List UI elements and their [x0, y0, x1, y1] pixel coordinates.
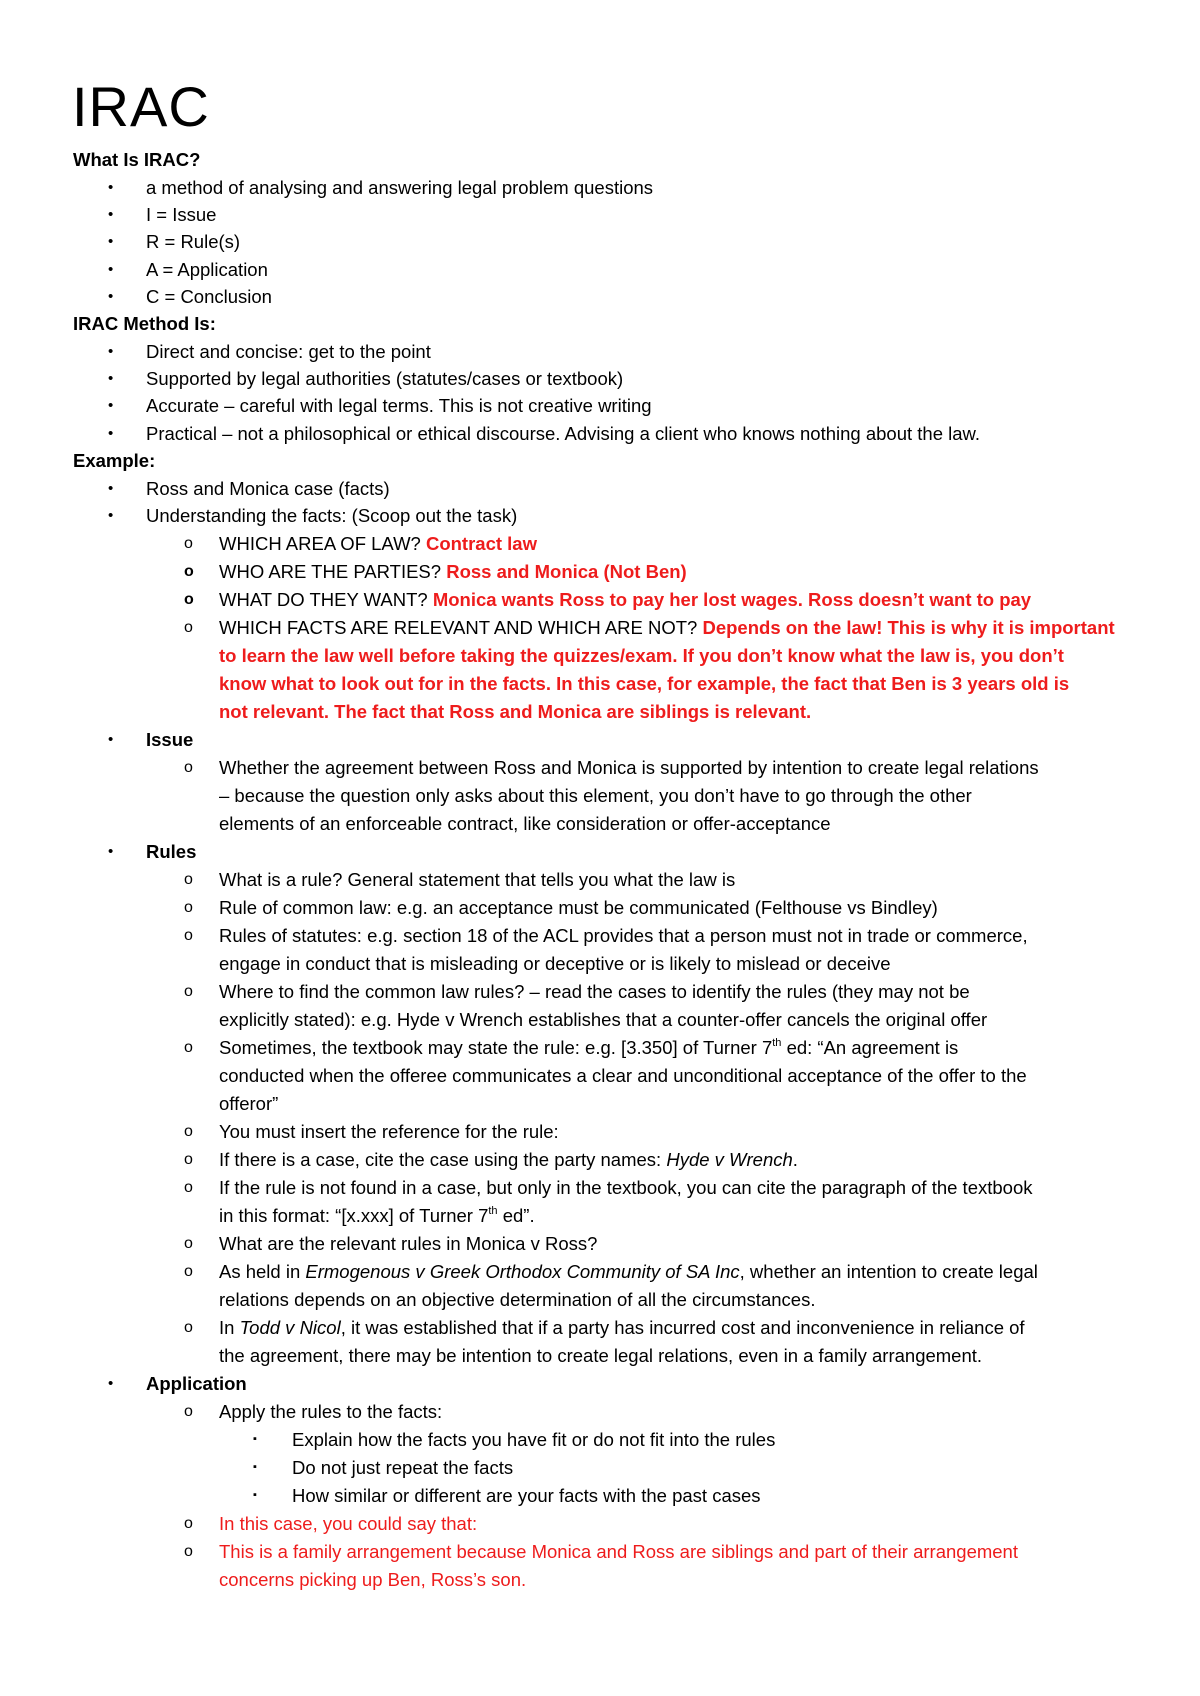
- application-subitem: Explain how the facts you have fit or do not fit into the rules: [292, 1429, 776, 1450]
- fact-question: [219, 614, 1115, 642]
- rule-item: If the rule is not found in a case, but only in the textbook, you can cite the paragraph of the textbook: [219, 1177, 1033, 1198]
- application-item: In this case, you could say that:: [219, 1513, 478, 1534]
- question-answer: Contract law: [425, 533, 537, 554]
- rule-item: [219, 1202, 535, 1230]
- list-item: Supported by legal authorities (statutes/cases or textbook): [146, 368, 624, 389]
- circle-marker: o: [184, 1235, 193, 1252]
- circle-marker: o: [184, 563, 194, 580]
- circle-marker: o: [184, 927, 193, 944]
- rule-item: Rules of statutes: e.g. section 18 of the ACL provides that a person must not in trade or commerce,: [219, 925, 1028, 946]
- list-item: Understanding the facts: (Scoop out the task): [146, 505, 518, 526]
- fact-question: [219, 558, 687, 586]
- circle-marker: o: [184, 1319, 193, 1336]
- rule-item: conducted when the offeree communicates a clear and unconditional acceptance of the offer to the: [219, 1065, 1027, 1086]
- circle-marker: o: [184, 1263, 193, 1280]
- method-heading: IRAC Method Is:: [73, 313, 216, 334]
- square-marker: ▪: [253, 1461, 257, 1473]
- circle-marker: o: [184, 1179, 193, 1196]
- rule-item: [219, 1146, 798, 1174]
- case-name: Ermogenous v Greek Orthodox Community of SA Inc: [305, 1261, 740, 1282]
- issue-text: elements of an enforceable contract, like consideration or offer-acceptance: [219, 813, 831, 834]
- list-item: a method of analysing and answering legal problem questions: [146, 177, 654, 198]
- rule-item: [219, 1314, 1025, 1342]
- rule-text: in this format: “[x.xxx] of Turner 7: [219, 1205, 489, 1226]
- bullet-marker: •: [108, 261, 114, 278]
- rule-item: Where to find the common law rules? – read the cases to identify the rules (they may not be: [219, 981, 970, 1002]
- bullet-marker: •: [108, 233, 114, 250]
- bullet-marker: •: [108, 179, 114, 196]
- rule-text: As held in: [219, 1261, 306, 1282]
- list-item: Accurate – careful with legal terms. This is not creative writing: [146, 395, 652, 416]
- circle-marker: o: [184, 591, 194, 608]
- rules-heading: Rules: [146, 841, 197, 862]
- rule-item: explicitly stated): e.g. Hyde v Wrench establishes that a counter-offer cancels the original offer: [219, 1009, 988, 1030]
- example-heading: Example:: [73, 450, 156, 471]
- application-item: This is a family arrangement because Monica and Ross are siblings and part of their arrangement: [219, 1541, 1018, 1562]
- list-item: Ross and Monica case (facts): [146, 478, 390, 499]
- application-subitem: How similar or different are your facts with the past cases: [292, 1485, 761, 1506]
- issue-text: Whether the agreement between Ross and Monica is supported by intention to create legal relations: [219, 757, 1039, 778]
- rule-text: Sometimes, the textbook may state the rule: e.g. [3.350] of Turner 7: [219, 1037, 773, 1058]
- question-label: WHO ARE THE PARTIES?: [219, 561, 447, 582]
- bullet-marker: •: [108, 288, 114, 305]
- list-item: C = Conclusion: [146, 286, 272, 307]
- bullet-marker: •: [108, 1375, 114, 1392]
- rule-text: , it was established that if a party has incurred cost and inconvenience in reliance of: [340, 1317, 1025, 1338]
- circle-marker: o: [184, 619, 193, 636]
- bullet-marker: •: [108, 370, 114, 387]
- bullet-marker: •: [108, 425, 114, 442]
- question-answer: Depends on the law! This is why it is important: [702, 617, 1115, 638]
- rule-item: What are the relevant rules in Monica v Ross?: [219, 1233, 598, 1254]
- application-heading: Application: [146, 1373, 247, 1394]
- list-item: R = Rule(s): [146, 231, 241, 252]
- bullet-marker: •: [108, 843, 114, 860]
- rule-item: What is a rule? General statement that tells you what the law is: [219, 869, 736, 890]
- application-item: concerns picking up Ben, Ross’s son.: [219, 1569, 527, 1590]
- circle-marker: o: [184, 983, 193, 1000]
- answer-continuation: know what to look out for in the facts. In this case, for example, the fact that Ben is 3 years old is: [219, 673, 1070, 694]
- rule-text: If there is a case, cite the case using the party names:: [219, 1149, 667, 1170]
- question-label: WHAT DO THEY WANT?: [219, 589, 433, 610]
- circle-marker: o: [184, 899, 193, 916]
- issue-text: – because the question only asks about this element, you don’t have to go through the other: [219, 785, 972, 806]
- rule-item: You must insert the reference for the rule:: [219, 1121, 559, 1142]
- fact-question: [219, 586, 1031, 614]
- rule-text: ed”.: [497, 1205, 535, 1226]
- rule-text: ed: “An agreement is: [781, 1037, 959, 1058]
- question-answer: Ross and Monica (Not Ben): [446, 561, 687, 582]
- rule-item: the agreement, there may be intention to create legal relations, even in a family arrangement.: [219, 1345, 983, 1366]
- square-marker: ▪: [253, 1489, 257, 1501]
- answer-continuation: not relevant. The fact that Ross and Monica are siblings is relevant.: [219, 701, 812, 722]
- rule-item: offeror”: [219, 1093, 279, 1114]
- circle-marker: o: [184, 871, 193, 888]
- application-item: Apply the rules to the facts:: [219, 1401, 443, 1422]
- bullet-marker: •: [108, 343, 114, 360]
- list-item: A = Application: [146, 259, 268, 280]
- question-label: WHICH AREA OF LAW?: [219, 533, 426, 554]
- bullet-marker: •: [108, 731, 114, 748]
- what-is-heading: What Is IRAC?: [73, 149, 201, 170]
- superscript: th: [488, 1204, 498, 1217]
- bullet-marker: •: [108, 397, 114, 414]
- rule-item: Rule of common law: e.g. an acceptance must be communicated (Felthouse vs Bindley): [219, 897, 938, 918]
- rule-item: [219, 1034, 958, 1062]
- circle-marker: o: [184, 759, 193, 776]
- application-subitem: Do not just repeat the facts: [292, 1457, 514, 1478]
- case-name: Todd v Nicol: [239, 1317, 341, 1338]
- list-item: Practical – not a philosophical or ethical discourse. Advising a client who knows nothing about the law.: [146, 423, 981, 444]
- rule-text: .: [792, 1149, 798, 1170]
- rule-item: engage in conduct that is misleading or deceptive or is likely to mislead or deceive: [219, 953, 891, 974]
- bullet-marker: •: [108, 206, 114, 223]
- circle-marker: o: [184, 1123, 193, 1140]
- answer-continuation: to learn the law well before taking the quizzes/exam. If you don’t know what the law is, you don’t: [219, 645, 1064, 666]
- square-marker: ▪: [253, 1433, 257, 1445]
- question-answer: Monica wants Ross to pay her lost wages. Ross doesn’t want to pay: [432, 589, 1032, 610]
- fact-question: [219, 530, 537, 558]
- bullet-marker: •: [108, 507, 114, 524]
- circle-marker: o: [184, 1543, 193, 1560]
- question-label: WHICH FACTS ARE RELEVANT AND WHICH ARE NOT?: [219, 617, 703, 638]
- circle-marker: o: [184, 535, 193, 552]
- rule-item: relations depends on an objective determination of all the circumstances.: [219, 1289, 816, 1310]
- issue-heading: Issue: [146, 729, 194, 750]
- circle-marker: o: [184, 1515, 193, 1532]
- circle-marker: o: [184, 1403, 193, 1420]
- rule-item: [219, 1258, 1038, 1286]
- superscript: th: [772, 1036, 782, 1049]
- rule-text: , whether an intention to create legal: [739, 1261, 1038, 1282]
- rule-text: In: [219, 1317, 240, 1338]
- case-name: Hyde v Wrench: [666, 1149, 793, 1170]
- circle-marker: o: [184, 1039, 193, 1056]
- list-item: I = Issue: [146, 204, 217, 225]
- bullet-marker: •: [108, 480, 114, 497]
- list-item: Direct and concise: get to the point: [146, 341, 431, 362]
- document-title: IRAC: [72, 75, 210, 138]
- circle-marker: o: [184, 1151, 193, 1168]
